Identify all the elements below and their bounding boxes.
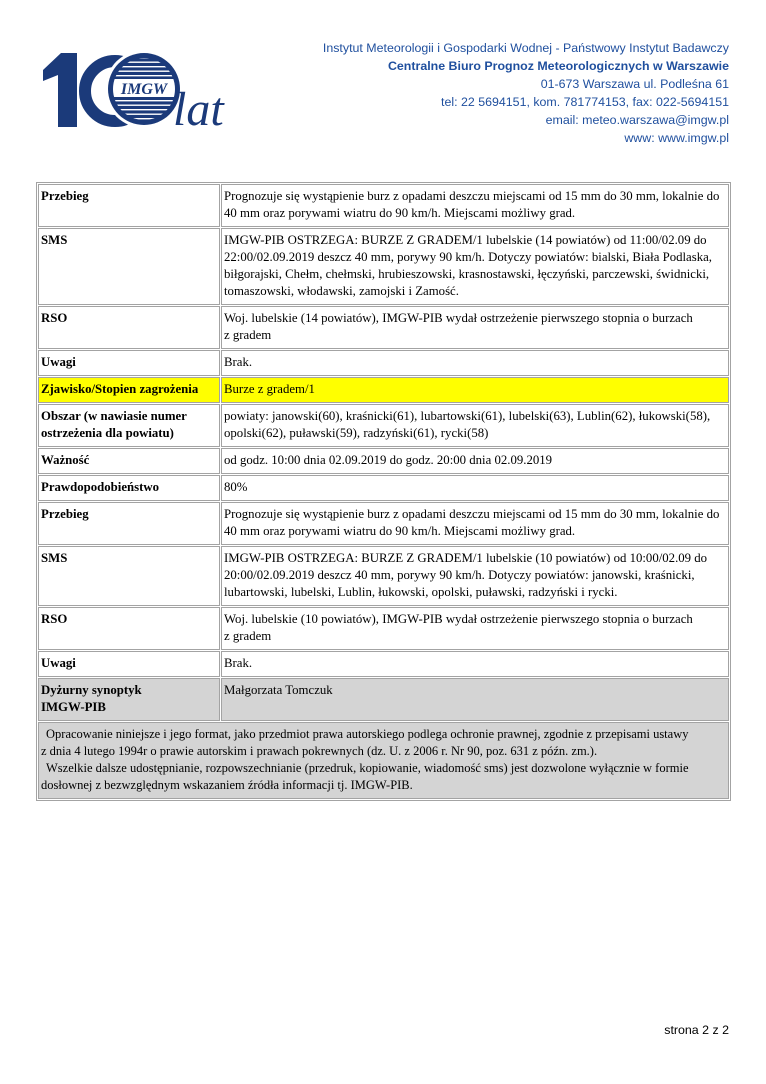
row-value-line: 40 mm oraz porywami wiatru do 90 km/h. Miejscami możliwy grad.: [224, 524, 576, 538]
institute-name: Instytut Meteorologii i Gospodarki Wodnej - Państwowy Instytut Badawczy: [322, 41, 729, 55]
row-value: [221, 475, 729, 501]
row-value-line: Brak.: [224, 656, 253, 670]
row-label: [38, 404, 220, 447]
row-sms-2: [38, 546, 729, 606]
row-label: [38, 651, 220, 677]
row-rso-2: [38, 607, 729, 650]
row-zjawisko-stopien: [38, 377, 729, 403]
row-label-text: Zjawisko/Stopien zagrożenia: [41, 382, 199, 396]
row-value: [221, 184, 729, 227]
row-label-text: Uwagi: [41, 355, 76, 369]
row-value-line: Prognozuje się wystąpienie burz z opadami deszczu miejscami od 15 mm do 30 mm, lokalnie do: [224, 189, 720, 203]
row-label-text: Przebieg: [41, 189, 89, 203]
row-value: [221, 607, 729, 650]
row-label-text: RSO: [41, 311, 68, 325]
row-uwagi: [38, 350, 729, 376]
row-label: [38, 306, 220, 349]
row-waznosc: [38, 448, 729, 474]
notice-line: z dnia 4 lutego 1994r o prawie autorskim i prawach pokrewnych (dz. U. z 2006 r. Nr 90, poz. 631 z późn. zm.).: [41, 744, 598, 758]
logo-globe-stripe: [108, 105, 180, 106]
row-label-text: Uwagi: [41, 656, 76, 670]
row-label: [38, 448, 220, 474]
row-value: [221, 306, 729, 349]
row-label-text: Obszar (w nawiasie numer: [41, 409, 187, 423]
row-value-line: Małgorzata Tomczuk: [224, 683, 333, 697]
row-label: [38, 678, 220, 721]
address-line: 01-673 Warszawa ul. Podleśna 61: [540, 77, 729, 91]
row-label: [38, 228, 220, 305]
row-value-line: 40 mm oraz porywami wiatru do 90 km/h. Miejscami możliwy grad.: [224, 206, 576, 220]
row-value: [221, 350, 729, 376]
row-value: [221, 404, 729, 447]
phone-line: tel: 22 5694151, kom. 781774153, fax: 022-5694151: [441, 95, 729, 109]
imgw-100-lat-logo: [40, 50, 230, 132]
row-value: [221, 546, 729, 606]
row-label-text: IMGW-PIB: [41, 700, 106, 714]
email-line: email: meteo.warszawa@imgw.pl: [545, 113, 729, 127]
row-label-text: RSO: [41, 612, 68, 626]
row-label: [38, 607, 220, 650]
row-value-line: 80%: [224, 480, 248, 494]
row-label: [38, 184, 220, 227]
row-value-line: 22:00/02.09.2019 deszcz 40 mm, porywy 90 km/h. Dotyczy powiatów: bialski, Biała Podlaska,: [224, 250, 712, 264]
row-value-line: Brak.: [224, 355, 253, 369]
row-rso: [38, 306, 729, 349]
bureau-name: Centralne Biuro Prognoz Meteorologicznych w Warszawie: [387, 59, 729, 73]
row-przebieg: [38, 184, 729, 227]
row-value: [221, 228, 729, 305]
row-value-line: IMGW-PIB OSTRZEGA: BURZE Z GRADEM/1 lubelskie (14 powiatów) od 11:00/02.09 do: [224, 233, 707, 247]
notice-line: dosłownej z bezwzględnym wskazaniem źródła informacji tj. IMGW-PIB.: [41, 778, 413, 792]
row-value: [221, 678, 729, 721]
row-label-text: SMS: [41, 233, 68, 247]
row-value-line: Prognozuje się wystąpienie burz z opadami deszczu miejscami od 15 mm do 30 mm, lokalnie do: [224, 507, 720, 521]
row-value: [221, 448, 729, 474]
row-label-text: Przebieg: [41, 507, 89, 521]
row-label: [38, 546, 220, 606]
row-value-line: Woj. lubelskie (14 powiatów), IMGW-PIB wydał ostrzeżenie pierwszego stopnia o burzach: [224, 311, 693, 325]
institute-header: [323, 39, 729, 147]
warning-table: [36, 182, 731, 801]
row-value-line: od godz. 10:00 dnia 02.09.2019 do godz. 20:00 dnia 02.09.2019: [224, 453, 553, 467]
row-value-line: lubartowski, lubelski, Lublin, łukowski, opolski, puławski, radzyński i rycki.: [224, 585, 618, 599]
row-value-line: tomaszowski, włodawski, zamojski i Zamość.: [224, 284, 459, 298]
row-label: [38, 377, 220, 403]
row-label: [38, 350, 220, 376]
row-sms: [38, 228, 729, 305]
row-label-text: SMS: [41, 551, 68, 565]
row-value-line: opolski(62), puławski(59), radzyński(61), rycki(58): [224, 426, 489, 440]
row-value-line: powiaty: janowski(60), kraśnicki(61), lubartowski(61), lubelski(63), Lublin(62), łukowski(58),: [224, 409, 711, 423]
row-value-line: IMGW-PIB OSTRZEGA: BURZE Z GRADEM/1 lubelskie (10 powiatów) od 10:00/02.09 do: [224, 551, 708, 565]
row-uwagi-2: [38, 651, 729, 677]
row-dyzurny-synoptyk: [38, 678, 729, 721]
row-value: [221, 651, 729, 677]
row-label: [38, 502, 220, 545]
row-obszar: [38, 404, 729, 447]
row-label-text: Prawdopodobieństwo: [41, 480, 160, 494]
row-value-line: 20:00/02.09.2019 deszcz 40 mm, porywy 90 km/h. Dotyczy powiatów: janowski, kraśnicki,: [224, 568, 695, 582]
copyright-notice: [38, 722, 729, 799]
row-label-text: ostrzeżenia dla powiatu): [41, 426, 174, 440]
logo-globe-stripe: [108, 100, 180, 101]
row-value: [221, 377, 729, 403]
website-line: www: www.imgw.pl: [624, 131, 729, 145]
row-prawdopodobienstwo: [38, 475, 729, 501]
row-value-line: Burze z gradem/1: [224, 382, 315, 396]
row-value-line: Woj. lubelskie (10 powiatów), IMGW-PIB wydał ostrzeżenie pierwszego stopnia o burzach: [224, 612, 693, 626]
row-copyright-notice: [38, 722, 729, 799]
row-przebieg-2: [38, 502, 729, 545]
logo-globe-stripe: [108, 75, 180, 76]
row-value-line: biłgorajski, Chełm, chełmski, hrubieszowski, krasnostawski, łęczyński, parczewski, świdnicki,: [224, 267, 710, 281]
logo-lat-text: lat: [173, 83, 224, 132]
notice-line: Opracowanie niniejsze i jego format, jako przedmiot prawa autorskiego podlega ochronie prawnej, zgodnie z przepisami ustawy: [46, 727, 689, 741]
row-value: [221, 502, 729, 545]
logo-digit-one: [43, 53, 77, 127]
logo-brand-text: IMGW: [120, 81, 168, 98]
notice-line: Wszelkie dalsze udostępnianie, rozpowszechnianie (przedruk, kopiowanie, wiadomość sms) jest dozwolone wyłącznie w formie: [46, 761, 689, 775]
row-value-line: z gradem: [224, 629, 272, 643]
row-label-text: Ważność: [41, 453, 90, 467]
row-value-line: z gradem: [224, 328, 272, 342]
row-label: [38, 475, 220, 501]
row-label-text: Dyżurny synoptyk: [41, 683, 142, 697]
page-number: strona 2 z 2: [664, 1023, 729, 1037]
